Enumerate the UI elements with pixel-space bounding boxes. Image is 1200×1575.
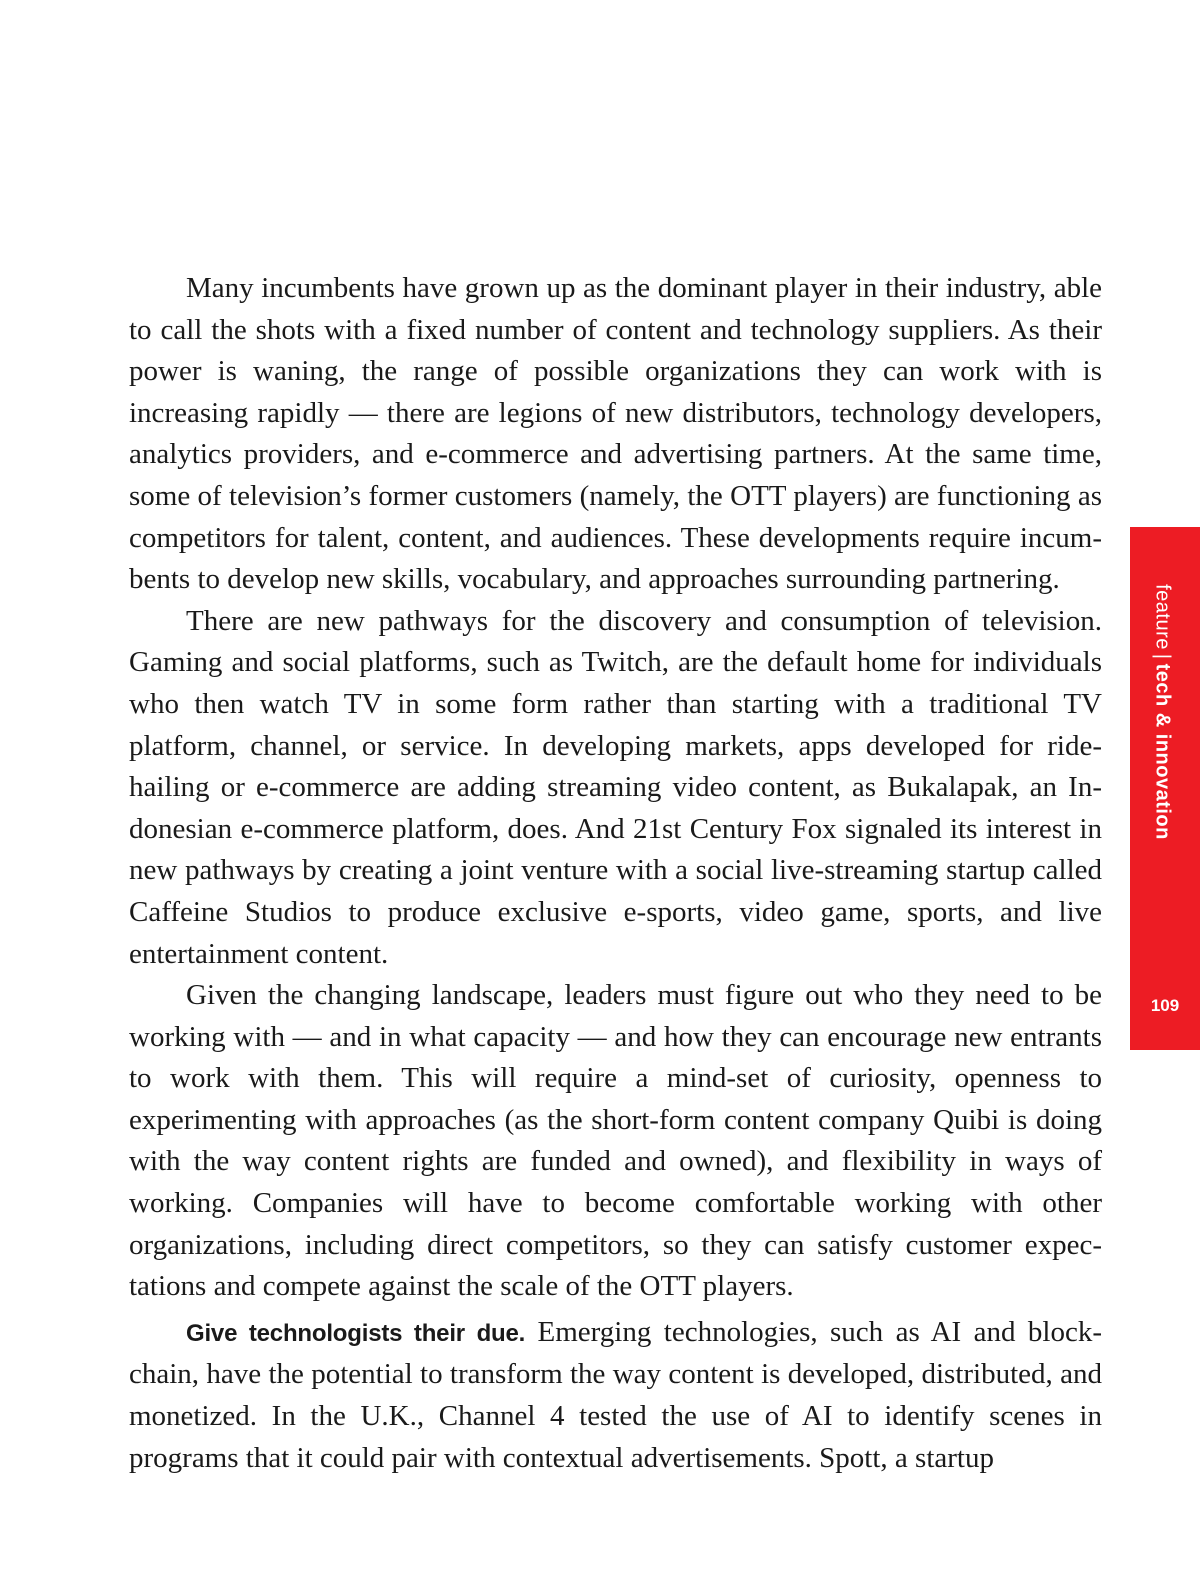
article-body xyxy=(129,268,1102,1479)
run-in-paragraph-text: Emerging technologies, such as AI and blockchain, have the potential to transform the way content is developed, distributed, and monetized. In the U.K., Channel 4 tested the use of AI to identify scenes in programs that it could pair with contextual advertisements. Spott, a startup xyxy=(129,1315,1102,1474)
body-paragraph: Many incumbents have grown up as the dominant player in their industry, able to call the shots with a fixed number of content and technology suppliers. As their power is waning, the range of possible organizations they can work with is increasing rapidly — there are legions of new distributors, technology developers, analytics providers, and e-commerce and advertising partners. At the same time, some of television’s former customers (namely, the OTT players) are functioning as competitors for talent, content, and audiences. These developments require incumbents to develop new skills, vocabulary, and approaches surrounding partnering. xyxy=(129,272,1102,596)
body-paragraph-run-in xyxy=(129,1312,1102,1479)
body-paragraph: Given the changing landscape, leaders must figure out who they need to be working with — and in what capacity — and how they can encourage new entrants to work with them. This will require a mind-set of curiosity, openness to experimenting with approaches (as the short-form content company Quibi is doing with the way content rights are funded and owned), and flexibility in ways of working. Companies will have to become comfortable working with other organizations, including direct competitors, so they can satisfy customer expectations and compete against the scale of the OTT players. xyxy=(129,979,1102,1303)
section-side-label xyxy=(1151,584,1174,840)
page-number: 109 xyxy=(1150,996,1180,1015)
run-in-heading: Give technologists their due. xyxy=(186,1319,526,1347)
category-label: feature xyxy=(1151,584,1174,650)
section-label: tech & innovation xyxy=(1151,663,1174,840)
body-paragraph: There are new pathways for the discovery and consumption of television. Gaming and social platforms, such as Twitch, are the default home for individuals who then watch TV in some form rather than starting with a traditional TV platform, channel, or service. In developing markets, apps developed for ride-hailing or e-commerce are adding streaming video content, as Bukalapak, an Indonesian e-commerce platform, does. And 21st Century Fox signaled its interest in new pathways by creating a joint venture with a social live-streaming startup called Caffeine Studios to produce exclusive e-sports, video game, sports, and live entertainment content. xyxy=(129,604,1102,970)
label-separator: | xyxy=(1151,653,1174,660)
